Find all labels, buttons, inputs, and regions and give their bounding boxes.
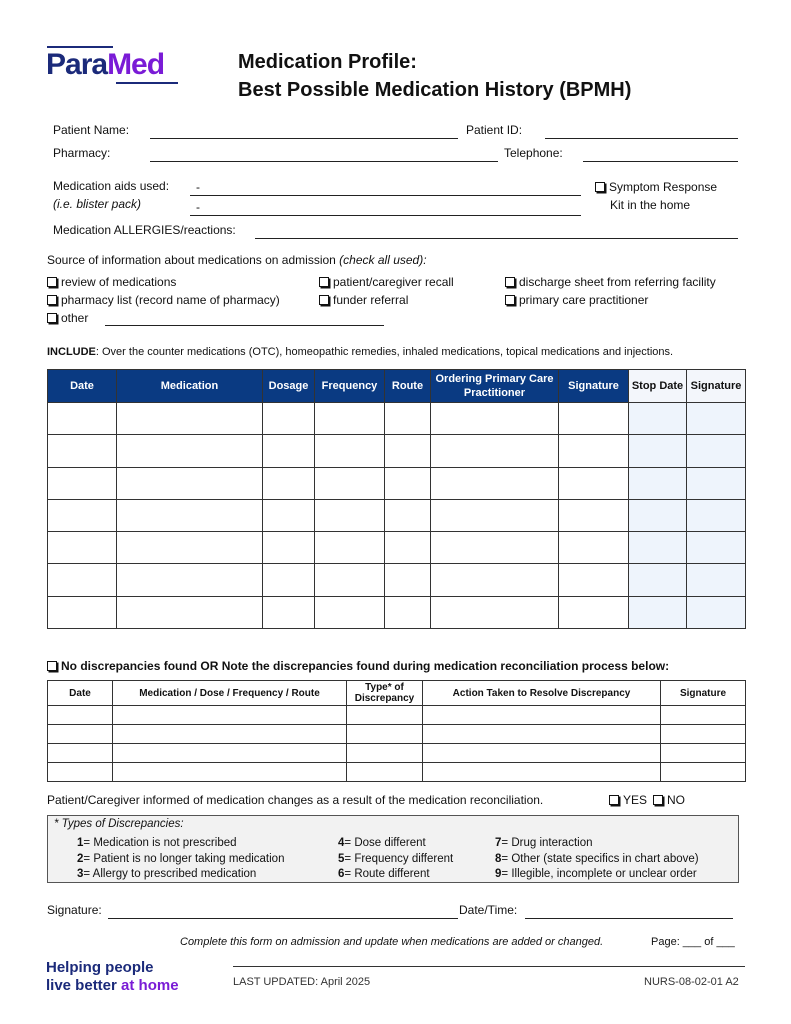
table-cell[interactable] (263, 564, 315, 596)
col-signature: Signature (559, 370, 629, 403)
table-cell[interactable] (431, 596, 559, 628)
source-label: Source of information about medications on admission (check all used): (47, 253, 427, 267)
checkbox-icon (505, 277, 515, 287)
table-cell[interactable] (687, 435, 746, 467)
footer-note: Complete this form on admission and update when medications are added or changed. (180, 936, 604, 948)
table-cell[interactable] (48, 532, 117, 564)
discrepancy-type: 6= Route different (338, 868, 430, 880)
table-cell[interactable] (423, 744, 661, 763)
table-cell[interactable] (431, 532, 559, 564)
col-stop-date: Stop Date (629, 370, 687, 403)
checkbox-icon (47, 295, 57, 305)
col-date: Date (48, 681, 113, 706)
source-primary-checkbox[interactable]: primary care practitioner (505, 293, 648, 307)
dash: - (196, 180, 200, 194)
source-funder-checkbox[interactable]: funder referral (319, 293, 408, 307)
table-row (48, 532, 746, 564)
patient-name-label: Patient Name: (53, 123, 130, 137)
checkbox-icon (47, 661, 57, 671)
table-cell[interactable] (315, 532, 385, 564)
discrepancy-type: 2= Patient is no longer taking medication (77, 852, 285, 865)
discrepancy-types-legend (47, 815, 739, 883)
table-cell[interactable] (48, 403, 117, 435)
col-stop-signature: Signature (687, 370, 746, 403)
table-cell[interactable] (385, 532, 431, 564)
table-row (48, 706, 746, 725)
checkbox-icon (609, 795, 619, 805)
table-row (48, 435, 746, 467)
table-cell[interactable] (48, 467, 117, 499)
aids-field-2[interactable] (190, 215, 581, 216)
last-updated: LAST UPDATED: April 2025 (233, 976, 371, 988)
table-cell[interactable] (263, 403, 315, 435)
page-number: Page: ___ of ___ (651, 936, 735, 948)
table-cell[interactable] (315, 499, 385, 531)
table-cell[interactable] (48, 564, 117, 596)
discrepancy-type: 5= Frequency different (338, 852, 454, 865)
table-cell[interactable] (661, 744, 746, 763)
table-cell[interactable] (431, 499, 559, 531)
table-cell[interactable] (117, 499, 263, 531)
table-cell[interactable] (385, 564, 431, 596)
discrepancy-type: 8= Other (state specifics in chart above) (495, 852, 699, 865)
table-cell[interactable] (113, 744, 347, 763)
signature-label: Signature: (47, 903, 102, 917)
table-cell[interactable] (385, 499, 431, 531)
dash: - (196, 200, 200, 214)
table-cell[interactable] (315, 467, 385, 499)
table-row (48, 403, 746, 435)
table-cell[interactable] (629, 403, 687, 435)
table-cell[interactable] (315, 435, 385, 467)
table-cell[interactable] (385, 435, 431, 467)
pharmacy-field[interactable] (150, 161, 498, 162)
discrepancy-type: 9= Illegible, incomplete or unclear order (495, 868, 697, 880)
table-cell[interactable] (629, 564, 687, 596)
table-cell[interactable] (347, 725, 423, 744)
table-cell[interactable] (687, 403, 746, 435)
table-cell[interactable] (559, 403, 629, 435)
table-cell[interactable] (263, 435, 315, 467)
col-medication: Medication (117, 370, 263, 403)
table-cell[interactable] (48, 435, 117, 467)
checkbox-icon (47, 313, 57, 323)
patient-name-field[interactable] (150, 138, 458, 139)
table-cell[interactable] (347, 744, 423, 763)
table-cell[interactable] (687, 467, 746, 499)
table-cell[interactable] (315, 596, 385, 628)
telephone-label: Telephone: (504, 146, 563, 160)
col-medication-details: Medication / Dose / Frequency / Route (113, 681, 347, 706)
table-cell[interactable] (385, 403, 431, 435)
table-cell[interactable] (661, 725, 746, 744)
checkbox-icon (595, 182, 605, 192)
table-cell[interactable] (117, 564, 263, 596)
checkbox-icon (319, 277, 329, 287)
table-cell[interactable] (347, 706, 423, 725)
logo: ParaMed (46, 46, 164, 82)
table-row (48, 564, 746, 596)
table-cell[interactable] (48, 499, 117, 531)
symptom-kit-checkbox[interactable]: Symptom Response (595, 180, 717, 194)
discrepancy-type: 3= Allergy to prescribed medication (77, 868, 257, 880)
allergies-field[interactable] (255, 238, 738, 239)
checkbox-icon (505, 295, 515, 305)
table-cell[interactable] (113, 725, 347, 744)
table-cell[interactable] (431, 564, 559, 596)
table-cell[interactable] (559, 596, 629, 628)
other-field[interactable] (105, 325, 384, 326)
table-cell[interactable] (48, 596, 117, 628)
datetime-label: Date/Time: (459, 903, 518, 917)
no-discrepancies-checkbox[interactable]: No discrepancies found OR Note the discrepancies found during medication reconciliation process below: (47, 659, 669, 673)
table-cell[interactable] (559, 499, 629, 531)
col-signature: Signature (661, 681, 746, 706)
discrepancy-type: 4= Dose different (338, 837, 426, 849)
aids-field-1[interactable] (190, 195, 581, 196)
datetime-field[interactable] (525, 918, 733, 919)
table-cell[interactable] (431, 403, 559, 435)
allergies-label: Medication ALLERGIES/reactions: (53, 223, 236, 237)
table-cell[interactable] (263, 532, 315, 564)
footer-divider (233, 966, 745, 967)
table-cell[interactable] (113, 763, 347, 782)
signature-field[interactable] (108, 918, 458, 919)
table-row (48, 744, 746, 763)
table-cell[interactable] (117, 467, 263, 499)
aids-hint: (i.e. blister pack) (53, 197, 142, 211)
table-cell[interactable] (423, 725, 661, 744)
checkbox-icon (47, 277, 57, 287)
types-title: * Types of Discrepancies: (54, 818, 184, 830)
table-cell[interactable] (263, 467, 315, 499)
table-cell[interactable] (347, 763, 423, 782)
table-cell[interactable] (629, 435, 687, 467)
discrepancy-type: 7= Drug interaction (495, 837, 593, 849)
table-cell[interactable] (117, 532, 263, 564)
yes-checkbox[interactable]: YES (609, 793, 647, 807)
table-cell[interactable] (263, 596, 315, 628)
form-code: NURS-08-02-01 A2 (644, 976, 739, 988)
table-cell[interactable] (385, 467, 431, 499)
table-cell[interactable] (661, 706, 746, 725)
table-cell[interactable] (315, 403, 385, 435)
col-date: Date (48, 370, 117, 403)
table-cell[interactable] (113, 706, 347, 725)
table-cell[interactable] (559, 435, 629, 467)
tagline: Helping people live better at home (46, 959, 179, 994)
table-row (48, 763, 746, 782)
col-practitioner: Ordering Primary Care Practitioner (431, 370, 559, 403)
table-cell[interactable] (687, 596, 746, 628)
table-cell[interactable] (117, 403, 263, 435)
include-note: INCLUDE: Over the counter medications (OTC), homeopathic remedies, inhaled medications, topical medications and injections. (47, 346, 674, 358)
table-cell[interactable] (48, 744, 113, 763)
col-type: Type* of Discrepancy (347, 681, 423, 706)
col-frequency: Frequency (315, 370, 385, 403)
medication-table (47, 369, 746, 629)
table-cell[interactable] (687, 499, 746, 531)
table-cell[interactable] (263, 499, 315, 531)
aids-label: Medication aids used: (53, 179, 170, 193)
source-discharge-checkbox[interactable]: discharge sheet from referring facility (505, 275, 716, 289)
table-cell[interactable] (431, 435, 559, 467)
table-row (48, 596, 746, 628)
table-cell[interactable] (687, 532, 746, 564)
table-cell[interactable] (629, 467, 687, 499)
patient-id-label: Patient ID: (466, 123, 523, 137)
symptom-kit-label: Kit in the home (610, 198, 691, 212)
col-route: Route (385, 370, 431, 403)
table-cell[interactable] (559, 532, 629, 564)
table-cell[interactable] (385, 596, 431, 628)
table-cell[interactable] (315, 564, 385, 596)
table-cell[interactable] (48, 763, 113, 782)
patient-id-field[interactable] (545, 138, 738, 139)
table-cell[interactable] (687, 564, 746, 596)
table-cell[interactable] (629, 499, 687, 531)
table-cell[interactable] (661, 763, 746, 782)
no-checkbox[interactable]: NO (653, 793, 685, 807)
informed-label: Patient/Caregiver informed of medication changes as a result of the medication reconciliation. (47, 793, 544, 807)
page-title: Medication Profile: Best Possible Medication History (BPMH) (238, 51, 632, 101)
checkbox-icon (653, 795, 663, 805)
telephone-field[interactable] (583, 161, 738, 162)
table-cell[interactable] (431, 467, 559, 499)
table-cell[interactable] (629, 596, 687, 628)
table-row (48, 725, 746, 744)
source-pharmacy-checkbox[interactable]: pharmacy list (record name of pharmacy) (47, 293, 280, 307)
source-review-checkbox[interactable]: review of medications (47, 275, 176, 289)
table-row (48, 467, 746, 499)
source-recall-checkbox[interactable]: patient/caregiver recall (319, 275, 454, 289)
source-other-checkbox[interactable]: other (47, 311, 88, 325)
table-cell[interactable] (423, 706, 661, 725)
table-cell[interactable] (629, 532, 687, 564)
table-cell[interactable] (559, 467, 629, 499)
table-cell[interactable] (117, 435, 263, 467)
table-cell[interactable] (559, 564, 629, 596)
checkbox-icon (319, 295, 329, 305)
discrepancy-table (47, 680, 746, 782)
discrepancy-type: 1= Medication is not prescribed (77, 837, 237, 849)
table-row (48, 499, 746, 531)
table-cell[interactable] (48, 725, 113, 744)
table-cell[interactable] (48, 706, 113, 725)
col-dosage: Dosage (263, 370, 315, 403)
table-cell[interactable] (117, 596, 263, 628)
pharmacy-label: Pharmacy: (53, 146, 111, 160)
table-cell[interactable] (423, 763, 661, 782)
col-action: Action Taken to Resolve Discrepancy (423, 681, 661, 706)
